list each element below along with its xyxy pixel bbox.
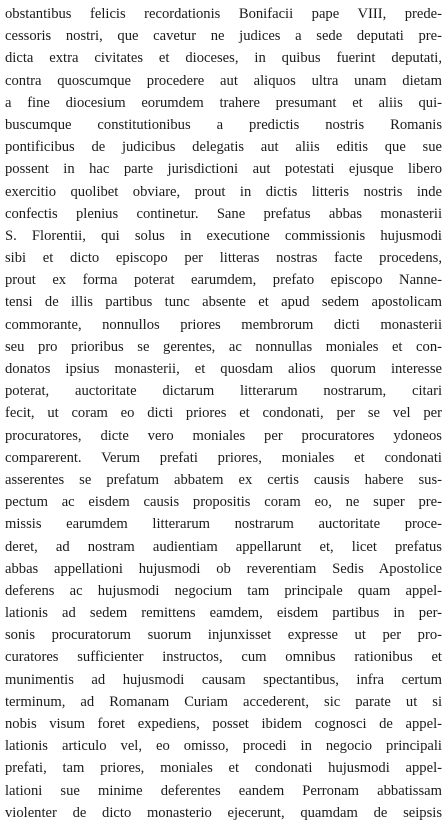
text-line: exercitio quolibet obviare, prout in dictis litteris nostris inde	[5, 183, 442, 200]
text-line: buscumque constitutionibus a predictis nostris Romanis	[5, 116, 442, 133]
text-line: fecit, ut coram eo dicti priores et condonati, per se vel per	[5, 405, 442, 422]
text-line: contra quoscumque procedere aut aliquos ultra unam dietam	[5, 72, 442, 89]
text-line: a fine diocesium eorumdem trahere presumant et aliis qui-	[5, 94, 442, 111]
text-line: terminum, ad Romanam Curiam accederent, sic parate ut si	[5, 693, 442, 710]
text-line: asserentes se prefatum abbatem ex certis causis habere sus-	[5, 471, 442, 488]
text-line: lationis ad sedem remittens eamdem, eisdem partibus in per-	[5, 605, 442, 622]
text-line: commorante, nonnullos priores membrorum dicti monasterii	[5, 316, 442, 333]
text-line: munimentis ad hujusmodi causam spectantibus, infra certum	[5, 671, 442, 688]
text-line: S. Florentii, qui solus in executione commissionis hujusmodi	[5, 227, 442, 244]
text-line: lationi sue minime deferentes eandem Perronam abbatissam	[5, 782, 442, 799]
text-line: tensi de illis partibus tunc absente et apud sedem apostolicam	[5, 294, 442, 311]
text-line: comparerent. Verum prefati priores, moniales et condonati	[5, 449, 442, 466]
text-line: dicta extra civitates et dioceses, in quibus fuerint deputati,	[5, 50, 442, 67]
text-line: poterat, auctoritate dictarum litterarum nostrarum, citari	[5, 383, 442, 400]
text-line: deret, ad nostram audientiam appellarunt et, licet prefatus	[5, 538, 442, 555]
text-line: seu pro prioribus se gerentes, ac nonnullas moniales et con-	[5, 338, 442, 355]
text-line: pontificibus de judicibus delegatis aut aliis editis que sue	[5, 139, 442, 156]
text-line: prefati, tam priores, moniales et condonati hujusmodi appel-	[5, 760, 442, 777]
text-line: sibi et dicto episcopo per litteras nostras facte procedens,	[5, 250, 442, 267]
text-line: obstantibus felicis recordationis Bonifacii pape VIII, prede-	[5, 6, 442, 22]
text-line: nobis visum foret expediens, posset ibidem cognosci de appel-	[5, 716, 442, 732]
text-line: possent in hac parte jurisdictioni aut potestati ejusque libero	[5, 161, 442, 178]
text-line: missis earumdem litterarum nostrarum auctoritate proce-	[5, 516, 442, 533]
text-line: prout ex forma poterat earumdem, prefato episcopo Nanne-	[5, 272, 442, 289]
document-body	[5, 3, 442, 824]
text-line: procuratores, dicte vero moniales per procuratores ydoneos	[5, 427, 442, 444]
text-line: violenter de dicto monasterio ejecerunt, quamdam de seipsis	[5, 804, 442, 821]
text-line: donatos ipsius monasterii, et quosdam alios quorum interesse	[5, 361, 442, 377]
text-line: abbas appellationi hujusmodi ob reverentiam Sedis Apostolice	[5, 560, 442, 577]
text-line: curatores sufficienter instructos, cum omnibus rationibus et	[5, 649, 442, 666]
text-line: pectum ac eisdem causis propositis coram eo, ne super pre-	[5, 494, 442, 511]
text-line: confectis plenius continetur. Sane prefatus abbas monasterii	[5, 205, 442, 222]
text-line: cessoris nostri, que cavetur ne judices a sede deputati pre-	[5, 28, 442, 45]
text-line: deferens ac hujusmodi negocium tam principale quam appel-	[5, 582, 442, 599]
text-line: lationis articulo vel, eo omisso, procedi in negocio principali	[5, 738, 442, 755]
text-line: sonis procuratorum suorum injunxisset expresse ut per pro-	[5, 627, 442, 644]
